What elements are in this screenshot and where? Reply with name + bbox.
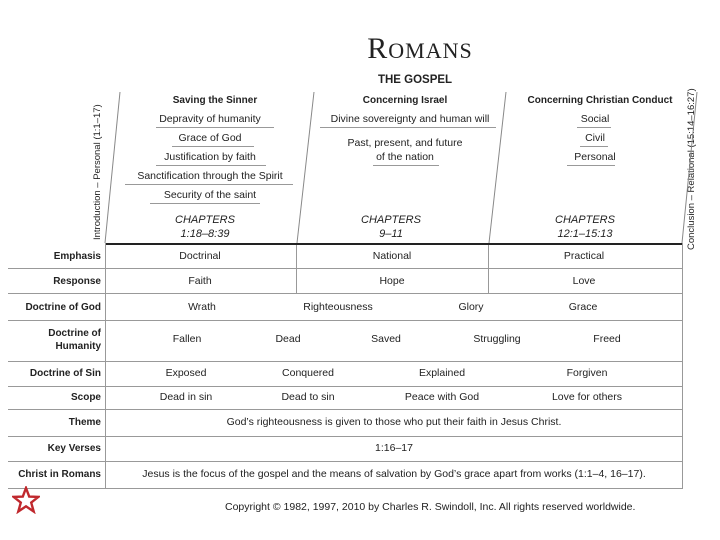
table-cell: Fallen	[172, 333, 202, 345]
chapters-range: 1:18–8:39	[180, 228, 230, 240]
gospel-heading: THE GOSPEL	[377, 74, 453, 86]
page-title: ROMANS	[367, 32, 473, 65]
table-cell: Explained	[418, 367, 466, 379]
row-label-key-verses: Key Verses	[47, 443, 101, 454]
table-cell: Faith	[188, 275, 212, 287]
table-cell: Exposed	[165, 367, 207, 379]
chapters-label: CHAPTERS	[361, 214, 421, 226]
section-item: Divine sovereignty and human will	[330, 113, 490, 125]
section-item: Grace of God	[178, 132, 242, 144]
row-label-scope: Scope	[70, 392, 101, 403]
section-item: Civil	[585, 132, 605, 144]
key-verses-text: 1:16–17	[375, 442, 413, 454]
divider-left	[105, 92, 120, 243]
table-cell: Righteousness	[303, 301, 373, 313]
table-cell: Glory	[458, 301, 484, 313]
star-icon	[12, 486, 40, 514]
table-cell: Conquered	[282, 367, 334, 379]
table-cell: Dead	[275, 333, 301, 345]
table-cell: Dead to sin	[281, 391, 335, 403]
row-label-theme: Theme	[68, 417, 101, 428]
table-cell: Hope	[379, 275, 405, 287]
row-label-emphasis: Emphasis	[53, 251, 101, 262]
table-col-divider	[296, 245, 297, 293]
table-cell: Peace with God	[404, 391, 480, 403]
table-cell: Love	[572, 275, 596, 287]
chapters-label: CHAPTERS	[175, 214, 235, 226]
introduction-label: Introduction – Personal (1:1–17)	[92, 104, 103, 240]
table-cell: Practical	[563, 250, 605, 262]
table-cell: Love for others	[551, 391, 623, 403]
table-cell: Doctrinal	[179, 250, 221, 262]
chapters-label: CHAPTERS	[555, 214, 615, 226]
row-label-response: Response	[53, 276, 101, 287]
table-col-divider	[488, 245, 489, 293]
row-label-doctrine-of-humanity-line1: Doctrine of	[48, 328, 101, 339]
section-heading-saving: Saving the Sinner	[172, 95, 258, 106]
table-cell: Forgiven	[566, 367, 608, 379]
section-item: Past, present, and future	[347, 137, 463, 149]
section-heading-conduct: Concerning Christian Conduct	[527, 95, 673, 106]
section-item: Social	[580, 113, 610, 125]
table-cell: Saved	[371, 333, 401, 345]
table-cell: National	[372, 250, 412, 262]
row-label-doctrine-of-god: Doctrine of God	[25, 302, 101, 313]
copyright-notice: Copyright © 1982, 1997, 2010 by Charles R. Swindoll, Inc. All rights reserved worldwide.	[225, 501, 636, 513]
row-label-doctrine-of-sin: Doctrine of Sin	[29, 368, 101, 379]
conclusion-label: Conclusion – Relational (15:14–16:27)	[686, 88, 697, 250]
christ-in-romans-text: Jesus is the focus of the gospel and the means of salvation by God’s grace apart from works (1:1–4, 16–17).	[142, 468, 646, 480]
section-item: Personal	[574, 151, 616, 163]
section-item: Justification by faith	[164, 151, 256, 163]
table-cell: Grace	[568, 301, 598, 313]
divider-right	[682, 92, 697, 243]
chapters-range: 12:1–15:13	[557, 228, 613, 240]
table-cell: Wrath	[188, 301, 216, 313]
section-item: Depravity of humanity	[159, 113, 261, 125]
table-cell: Dead in sin	[159, 391, 213, 403]
theme-text: God’s righteousness is given to those who put their faith in Jesus Christ.	[226, 416, 562, 428]
section-item: of the nation	[376, 151, 434, 163]
section-item: Security of the saint	[163, 189, 257, 201]
table-cell: Struggling	[473, 333, 521, 345]
table-top-rule	[105, 243, 683, 245]
table-right-line	[682, 243, 683, 489]
section-item: Sanctification through the Spirit	[137, 170, 283, 182]
row-label-christ-in-romans: Christ in Romans	[18, 469, 101, 480]
row-label-doctrine-of-humanity-line2: Humanity	[55, 341, 101, 352]
chapters-range: 9–11	[379, 228, 403, 240]
table-cell: Freed	[593, 333, 621, 345]
section-heading-israel: Concerning Israel	[362, 95, 448, 106]
